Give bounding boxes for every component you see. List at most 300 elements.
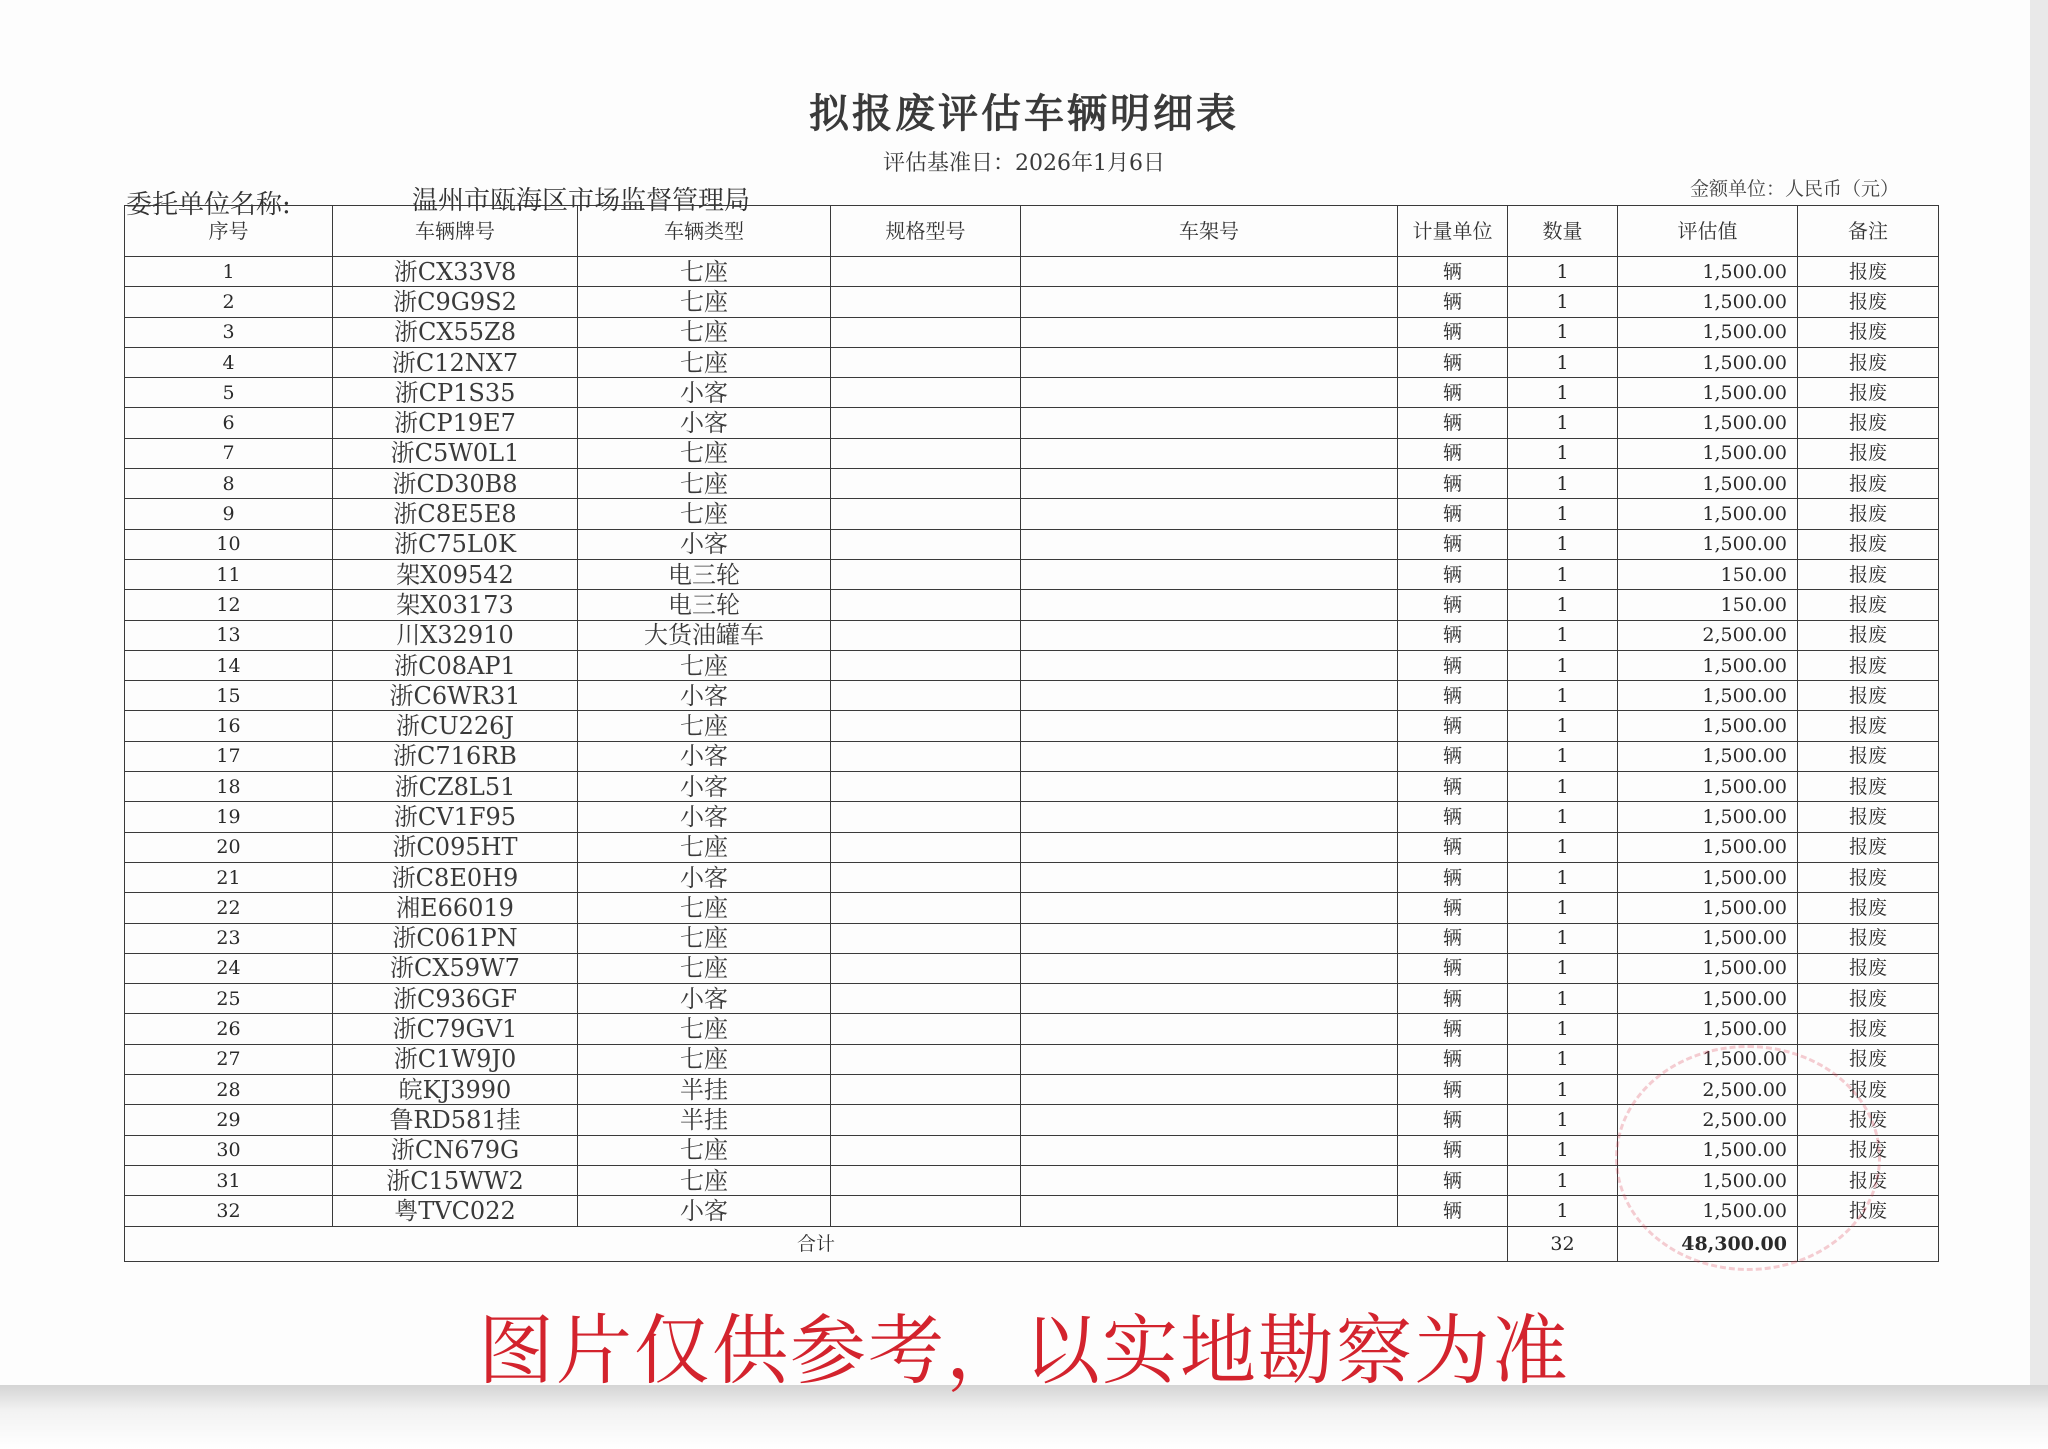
cell-value: 1,500.00 xyxy=(1618,1044,1798,1074)
cell-plate: 浙C75L0K xyxy=(333,529,578,559)
cell-vin xyxy=(1021,1014,1398,1044)
cell-type: 半挂 xyxy=(578,1105,831,1135)
cell-spec xyxy=(831,1196,1021,1226)
cell-qty: 1 xyxy=(1508,378,1618,408)
cell-unit: 辆 xyxy=(1398,832,1508,862)
cell-type: 七座 xyxy=(578,711,831,741)
cell-type: 小客 xyxy=(578,408,831,438)
cell-seq: 14 xyxy=(125,650,333,680)
cell-type: 半挂 xyxy=(578,1075,831,1105)
currency-note: 金额单位：人民币（元） xyxy=(1690,178,1900,200)
cell-note: 报废 xyxy=(1798,741,1939,771)
cell-type: 小客 xyxy=(578,1196,831,1226)
cell-type: 七座 xyxy=(578,287,831,317)
cell-spec xyxy=(831,1044,1021,1074)
cell-plate: 浙CD30B8 xyxy=(333,469,578,499)
disclaimer-text: 图片仅供参考，以实地勘察为准 xyxy=(478,1306,1570,1395)
cell-note: 报废 xyxy=(1798,711,1939,741)
cell-seq: 16 xyxy=(125,711,333,741)
cell-qty: 1 xyxy=(1508,741,1618,771)
cell-seq: 30 xyxy=(125,1135,333,1165)
cell-plate: 浙CU226J xyxy=(333,711,578,741)
cell-value: 1,500.00 xyxy=(1618,499,1798,529)
cell-qty: 1 xyxy=(1508,862,1618,892)
cell-seq: 26 xyxy=(125,1014,333,1044)
cell-spec xyxy=(831,984,1021,1014)
header-plate: 车辆牌号 xyxy=(333,206,578,257)
header-spec: 规格型号 xyxy=(831,206,1021,257)
cell-qty: 1 xyxy=(1508,257,1618,287)
cell-plate: 鲁RD581挂 xyxy=(333,1105,578,1135)
cell-note: 报废 xyxy=(1798,408,1939,438)
table-row xyxy=(125,681,1939,711)
cell-plate: 架X09542 xyxy=(333,559,578,589)
cell-type: 七座 xyxy=(578,923,831,953)
cell-vin xyxy=(1021,741,1398,771)
cell-spec xyxy=(831,1165,1021,1195)
cell-seq: 25 xyxy=(125,984,333,1014)
cell-qty: 1 xyxy=(1508,620,1618,650)
cell-unit: 辆 xyxy=(1398,862,1508,892)
cell-unit: 辆 xyxy=(1398,1014,1508,1044)
cell-vin xyxy=(1021,923,1398,953)
cell-note: 报废 xyxy=(1798,529,1939,559)
cell-unit: 辆 xyxy=(1398,650,1508,680)
cell-spec xyxy=(831,681,1021,711)
cell-type: 小客 xyxy=(578,378,831,408)
cell-unit: 辆 xyxy=(1398,1044,1508,1074)
cell-value: 1,500.00 xyxy=(1618,378,1798,408)
cell-qty: 1 xyxy=(1508,681,1618,711)
cell-value: 1,500.00 xyxy=(1618,287,1798,317)
cell-vin xyxy=(1021,772,1398,802)
table-row xyxy=(125,590,1939,620)
cell-vin xyxy=(1021,1044,1398,1074)
cell-vin xyxy=(1021,590,1398,620)
cell-vin xyxy=(1021,378,1398,408)
cell-plate: 川X32910 xyxy=(333,620,578,650)
header-qty: 数量 xyxy=(1508,206,1618,257)
table-row xyxy=(125,1075,1939,1105)
cell-plate: 湘E66019 xyxy=(333,893,578,923)
cell-spec xyxy=(831,620,1021,650)
cell-spec xyxy=(831,408,1021,438)
cell-note: 报废 xyxy=(1798,559,1939,589)
cell-value: 1,500.00 xyxy=(1618,984,1798,1014)
cell-type: 七座 xyxy=(578,257,831,287)
cell-unit: 辆 xyxy=(1398,499,1508,529)
cell-unit: 辆 xyxy=(1398,317,1508,347)
cell-type: 七座 xyxy=(578,953,831,983)
cell-note: 报废 xyxy=(1798,923,1939,953)
cell-seq: 24 xyxy=(125,953,333,983)
cell-qty: 1 xyxy=(1508,802,1618,832)
valuation-date: 评估基准日：2026年1月6日 xyxy=(883,151,1165,176)
cell-qty: 1 xyxy=(1508,1135,1618,1165)
cell-spec xyxy=(831,1135,1021,1165)
cell-value: 1,500.00 xyxy=(1618,408,1798,438)
cell-seq: 32 xyxy=(125,1196,333,1226)
cell-vin xyxy=(1021,893,1398,923)
cell-plate: 浙C8E5E8 xyxy=(333,499,578,529)
cell-value: 1,500.00 xyxy=(1618,923,1798,953)
cell-value: 1,500.00 xyxy=(1618,529,1798,559)
cell-seq: 12 xyxy=(125,590,333,620)
header-note: 备注 xyxy=(1798,206,1939,257)
cell-seq: 2 xyxy=(125,287,333,317)
cell-qty: 1 xyxy=(1508,408,1618,438)
cell-note: 报废 xyxy=(1798,984,1939,1014)
cell-qty: 1 xyxy=(1508,953,1618,983)
cell-unit: 辆 xyxy=(1398,893,1508,923)
cell-seq: 4 xyxy=(125,347,333,377)
cell-qty: 1 xyxy=(1508,1014,1618,1044)
table-row xyxy=(125,529,1939,559)
cell-unit: 辆 xyxy=(1398,529,1508,559)
cell-seq: 17 xyxy=(125,741,333,771)
header-type: 车辆类型 xyxy=(578,206,831,257)
total-label: 合计 xyxy=(125,1226,1508,1261)
table-row xyxy=(125,1196,1939,1226)
cell-qty: 1 xyxy=(1508,893,1618,923)
cell-type: 电三轮 xyxy=(578,559,831,589)
cell-type: 电三轮 xyxy=(578,590,831,620)
cell-value: 2,500.00 xyxy=(1618,1075,1798,1105)
cell-vin xyxy=(1021,862,1398,892)
cell-plate: 皖KJ3990 xyxy=(333,1075,578,1105)
cell-plate: 浙C15WW2 xyxy=(333,1165,578,1195)
cell-vin xyxy=(1021,802,1398,832)
cell-type: 七座 xyxy=(578,893,831,923)
cell-vin xyxy=(1021,1105,1398,1135)
cell-seq: 29 xyxy=(125,1105,333,1135)
cell-spec xyxy=(831,559,1021,589)
cell-unit: 辆 xyxy=(1398,347,1508,377)
cell-plate: 浙CZ8L51 xyxy=(333,772,578,802)
cell-unit: 辆 xyxy=(1398,681,1508,711)
cell-value: 1,500.00 xyxy=(1618,681,1798,711)
cell-type: 七座 xyxy=(578,1165,831,1195)
cell-type: 七座 xyxy=(578,1044,831,1074)
cell-vin xyxy=(1021,559,1398,589)
cell-qty: 1 xyxy=(1508,529,1618,559)
cell-seq: 15 xyxy=(125,681,333,711)
cell-type: 小客 xyxy=(578,984,831,1014)
cell-value: 1,500.00 xyxy=(1618,1165,1798,1195)
cell-qty: 1 xyxy=(1508,650,1618,680)
cell-seq: 20 xyxy=(125,832,333,862)
table-row xyxy=(125,1044,1939,1074)
cell-spec xyxy=(831,590,1021,620)
cell-value: 1,500.00 xyxy=(1618,711,1798,741)
cell-qty: 1 xyxy=(1508,1165,1618,1195)
table-row xyxy=(125,559,1939,589)
table-row xyxy=(125,1135,1939,1165)
cell-spec xyxy=(831,1014,1021,1044)
header-unit: 计量单位 xyxy=(1398,206,1508,257)
cell-unit: 辆 xyxy=(1398,408,1508,438)
cell-plate: 浙C9G9S2 xyxy=(333,287,578,317)
cell-spec xyxy=(831,347,1021,377)
cell-value: 1,500.00 xyxy=(1618,650,1798,680)
cell-value: 1,500.00 xyxy=(1618,953,1798,983)
table-row xyxy=(125,772,1939,802)
table-row xyxy=(125,378,1939,408)
cell-note: 报废 xyxy=(1798,257,1939,287)
cell-unit: 辆 xyxy=(1398,1135,1508,1165)
table-row xyxy=(125,650,1939,680)
cell-unit: 辆 xyxy=(1398,469,1508,499)
cell-note: 报废 xyxy=(1798,772,1939,802)
cell-plate: 浙C716RB xyxy=(333,741,578,771)
cell-vin xyxy=(1021,1075,1398,1105)
page-title: 拟报废评估车辆明细表 xyxy=(809,91,1239,137)
cell-seq: 1 xyxy=(125,257,333,287)
cell-qty: 1 xyxy=(1508,287,1618,317)
cell-spec xyxy=(831,529,1021,559)
table-row xyxy=(125,1165,1939,1195)
cell-plate: 浙CP19E7 xyxy=(333,408,578,438)
cell-unit: 辆 xyxy=(1398,772,1508,802)
cell-vin xyxy=(1021,650,1398,680)
cell-note: 报废 xyxy=(1798,1075,1939,1105)
cell-type: 小客 xyxy=(578,802,831,832)
cell-vin xyxy=(1021,1196,1398,1226)
cell-spec xyxy=(831,953,1021,983)
cell-plate: 浙C095HT xyxy=(333,832,578,862)
cell-vin xyxy=(1021,317,1398,347)
cell-spec xyxy=(831,832,1021,862)
table-row xyxy=(125,741,1939,771)
cell-unit: 辆 xyxy=(1398,438,1508,468)
cell-seq: 8 xyxy=(125,469,333,499)
cell-spec xyxy=(831,741,1021,771)
cell-value: 1,500.00 xyxy=(1618,1135,1798,1165)
cell-unit: 辆 xyxy=(1398,984,1508,1014)
cell-value: 1,500.00 xyxy=(1618,1014,1798,1044)
table-row xyxy=(125,832,1939,862)
cell-seq: 6 xyxy=(125,408,333,438)
cell-qty: 1 xyxy=(1508,438,1618,468)
cell-seq: 23 xyxy=(125,923,333,953)
cell-qty: 1 xyxy=(1508,1196,1618,1226)
cell-vin xyxy=(1021,832,1398,862)
cell-note: 报废 xyxy=(1798,1165,1939,1195)
cell-seq: 28 xyxy=(125,1075,333,1105)
table-row xyxy=(125,408,1939,438)
client-label: 委托单位名称: xyxy=(126,190,291,220)
cell-value: 150.00 xyxy=(1618,590,1798,620)
cell-type: 大货油罐车 xyxy=(578,620,831,650)
cell-value: 2,500.00 xyxy=(1618,620,1798,650)
cell-note: 报废 xyxy=(1798,1135,1939,1165)
total-qty: 32 xyxy=(1508,1226,1618,1261)
cell-type: 七座 xyxy=(578,832,831,862)
total-note xyxy=(1798,1226,1939,1261)
cell-seq: 9 xyxy=(125,499,333,529)
cell-spec xyxy=(831,438,1021,468)
cell-note: 报废 xyxy=(1798,438,1939,468)
table-row xyxy=(125,893,1939,923)
cell-seq: 7 xyxy=(125,438,333,468)
cell-spec xyxy=(831,711,1021,741)
cell-spec xyxy=(831,923,1021,953)
table-row xyxy=(125,287,1939,317)
cell-vin xyxy=(1021,438,1398,468)
cell-plate: 浙C79GV1 xyxy=(333,1014,578,1044)
cell-value: 1,500.00 xyxy=(1618,893,1798,923)
cell-value: 1,500.00 xyxy=(1618,438,1798,468)
cell-unit: 辆 xyxy=(1398,559,1508,589)
cell-type: 七座 xyxy=(578,347,831,377)
vehicle-table xyxy=(124,205,1939,1262)
cell-value: 1,500.00 xyxy=(1618,772,1798,802)
cell-unit: 辆 xyxy=(1398,711,1508,741)
cell-seq: 18 xyxy=(125,772,333,802)
cell-note: 报废 xyxy=(1798,1196,1939,1226)
cell-note: 报废 xyxy=(1798,1044,1939,1074)
header-vin: 车架号 xyxy=(1021,206,1398,257)
header-value: 评估值 xyxy=(1618,206,1798,257)
cell-seq: 13 xyxy=(125,620,333,650)
cell-type: 小客 xyxy=(578,741,831,771)
cell-type: 七座 xyxy=(578,650,831,680)
cell-qty: 1 xyxy=(1508,1075,1618,1105)
cell-note: 报废 xyxy=(1798,832,1939,862)
cell-value: 1,500.00 xyxy=(1618,257,1798,287)
table-row xyxy=(125,802,1939,832)
cell-seq: 22 xyxy=(125,893,333,923)
cell-vin xyxy=(1021,953,1398,983)
cell-plate: 浙CN679G xyxy=(333,1135,578,1165)
cell-spec xyxy=(831,317,1021,347)
cell-value: 1,500.00 xyxy=(1618,317,1798,347)
cell-qty: 1 xyxy=(1508,923,1618,953)
cell-note: 报废 xyxy=(1798,1014,1939,1044)
cell-seq: 10 xyxy=(125,529,333,559)
cell-plate: 架X03173 xyxy=(333,590,578,620)
cell-value: 1,500.00 xyxy=(1618,469,1798,499)
cell-note: 报废 xyxy=(1798,469,1939,499)
cell-note: 报废 xyxy=(1798,802,1939,832)
cell-vin xyxy=(1021,1135,1398,1165)
cell-qty: 1 xyxy=(1508,499,1618,529)
cell-vin xyxy=(1021,681,1398,711)
cell-value: 1,500.00 xyxy=(1618,862,1798,892)
cell-plate: 浙C8E0H9 xyxy=(333,862,578,892)
cell-spec xyxy=(831,862,1021,892)
table-row xyxy=(125,469,1939,499)
cell-qty: 1 xyxy=(1508,1044,1618,1074)
cell-value: 150.00 xyxy=(1618,559,1798,589)
cell-spec xyxy=(831,378,1021,408)
cell-vin xyxy=(1021,529,1398,559)
cell-note: 报废 xyxy=(1798,620,1939,650)
table-row xyxy=(125,499,1939,529)
cell-vin xyxy=(1021,347,1398,377)
cell-note: 报废 xyxy=(1798,893,1939,923)
table-row xyxy=(125,953,1939,983)
cell-value: 1,500.00 xyxy=(1618,1196,1798,1226)
cell-qty: 1 xyxy=(1508,711,1618,741)
cell-seq: 11 xyxy=(125,559,333,589)
cell-plate: 浙C936GF xyxy=(333,984,578,1014)
cell-unit: 辆 xyxy=(1398,953,1508,983)
cell-type: 小客 xyxy=(578,772,831,802)
cell-unit: 辆 xyxy=(1398,257,1508,287)
cell-note: 报废 xyxy=(1798,1105,1939,1135)
cell-unit: 辆 xyxy=(1398,287,1508,317)
cell-qty: 1 xyxy=(1508,772,1618,802)
cell-spec xyxy=(831,893,1021,923)
cell-value: 1,500.00 xyxy=(1618,347,1798,377)
cell-seq: 3 xyxy=(125,317,333,347)
cell-plate: 粤TVC022 xyxy=(333,1196,578,1226)
cell-value: 1,500.00 xyxy=(1618,802,1798,832)
cell-qty: 1 xyxy=(1508,984,1618,1014)
cell-plate: 浙C061PN xyxy=(333,923,578,953)
cell-unit: 辆 xyxy=(1398,620,1508,650)
total-value: 48,300.00 xyxy=(1618,1226,1798,1261)
cell-vin xyxy=(1021,1165,1398,1195)
cell-spec xyxy=(831,1105,1021,1135)
table-row xyxy=(125,438,1939,468)
cell-unit: 辆 xyxy=(1398,1196,1508,1226)
cell-qty: 1 xyxy=(1508,347,1618,377)
cell-note: 报废 xyxy=(1798,953,1939,983)
cell-type: 七座 xyxy=(578,1135,831,1165)
cell-unit: 辆 xyxy=(1398,1105,1508,1135)
cell-vin xyxy=(1021,469,1398,499)
cell-type: 七座 xyxy=(578,469,831,499)
cell-plate: 浙C6WR31 xyxy=(333,681,578,711)
cell-qty: 1 xyxy=(1508,1105,1618,1135)
cell-unit: 辆 xyxy=(1398,923,1508,953)
cell-unit: 辆 xyxy=(1398,741,1508,771)
cell-unit: 辆 xyxy=(1398,802,1508,832)
cell-spec xyxy=(831,257,1021,287)
cell-note: 报废 xyxy=(1798,378,1939,408)
cell-note: 报废 xyxy=(1798,347,1939,377)
table-row xyxy=(125,984,1939,1014)
cell-qty: 1 xyxy=(1508,559,1618,589)
cell-plate: 浙C1W9J0 xyxy=(333,1044,578,1074)
client-name: 温州市瓯海区市场监督管理局 xyxy=(412,186,751,216)
cell-note: 报废 xyxy=(1798,317,1939,347)
cell-vin xyxy=(1021,984,1398,1014)
cell-plate: 浙C5W0L1 xyxy=(333,438,578,468)
table-row xyxy=(125,923,1939,953)
cell-qty: 1 xyxy=(1508,590,1618,620)
cell-note: 报废 xyxy=(1798,499,1939,529)
cell-unit: 辆 xyxy=(1398,1165,1508,1195)
cell-spec xyxy=(831,287,1021,317)
cell-vin xyxy=(1021,620,1398,650)
cell-note: 报废 xyxy=(1798,681,1939,711)
cell-plate: 浙C12NX7 xyxy=(333,347,578,377)
cell-qty: 1 xyxy=(1508,469,1618,499)
table-row xyxy=(125,862,1939,892)
cell-seq: 31 xyxy=(125,1165,333,1195)
cell-value: 1,500.00 xyxy=(1618,741,1798,771)
cell-plate: 浙CV1F95 xyxy=(333,802,578,832)
cell-plate: 浙CX55Z8 xyxy=(333,317,578,347)
cell-type: 七座 xyxy=(578,438,831,468)
cell-note: 报废 xyxy=(1798,650,1939,680)
table-row xyxy=(125,1014,1939,1044)
cell-type: 小客 xyxy=(578,862,831,892)
cell-type: 七座 xyxy=(578,499,831,529)
